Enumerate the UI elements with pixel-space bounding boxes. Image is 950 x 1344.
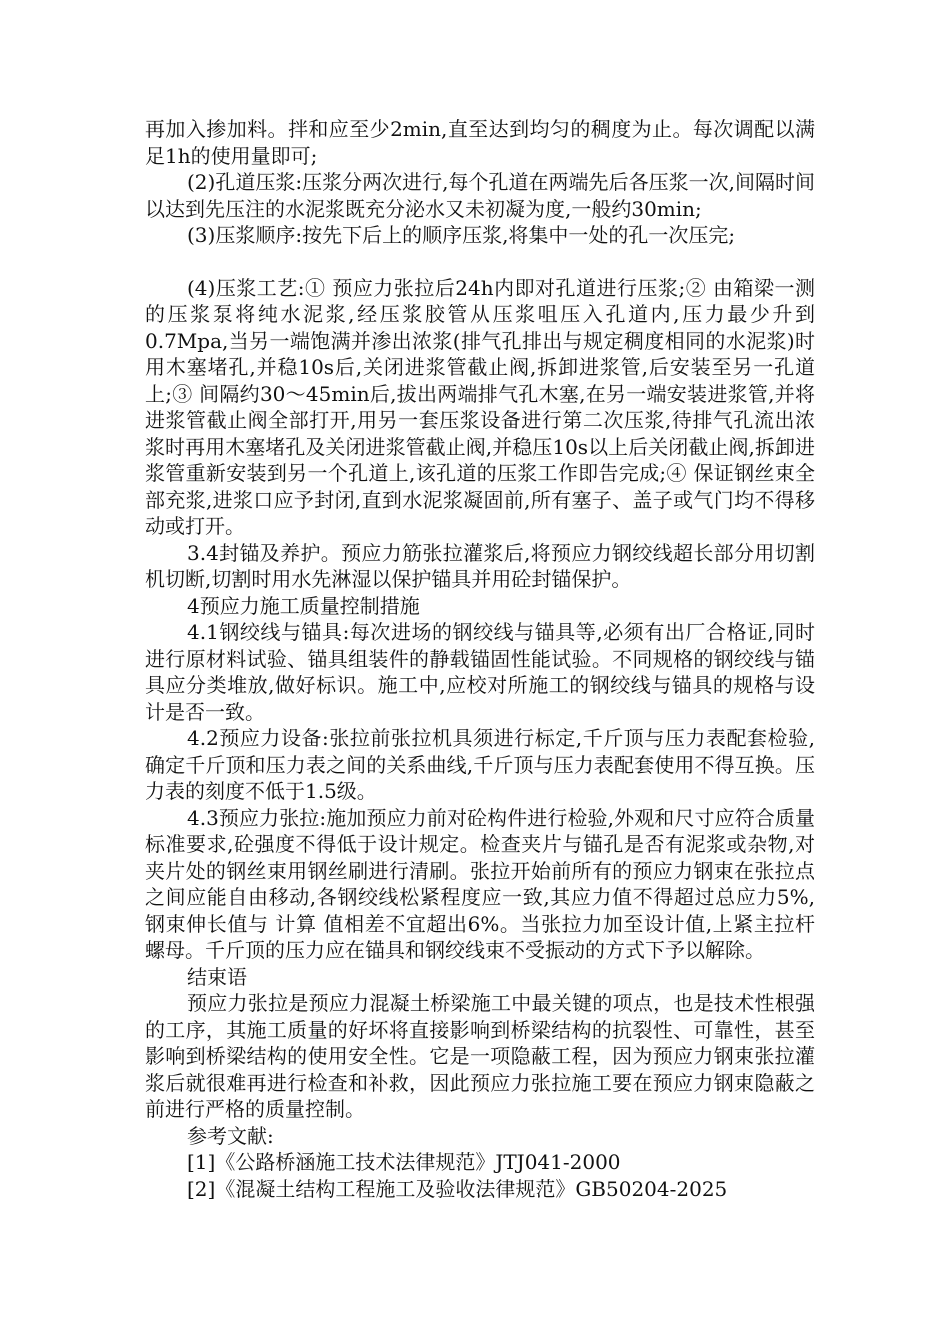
paragraph-grouting-order: (3)压浆顺序:按先下后上的顺序压浆,将集中一处的孔一次压完; bbox=[187, 223, 736, 247]
reference-item-1: [1]《公路桥涵施工技术法律规范》JTJ041-2000 bbox=[187, 1150, 621, 1174]
paragraph-strand-anchor: 4.1钢绞线与锚具:每次进场的钢绞线与锚具等,必须有出厂合格证,同时进行原材料试验、锚具组装件的静载锚固性能试验。不同规格的钢绞线与锚具应分类堆放,做好标识。施工中,应校对所施工的钢绞线与锚具的规格与设计是否一致。 bbox=[145, 620, 815, 724]
paragraph-grouting-process: (4)压浆工艺:① 预应力张拉后24h内即对孔道进行压浆;② 由箱梁一测的压浆泵将纯水泥浆,经压浆胶管从压浆咀压入孔道内,压力最少升到0.7Mpa,当另一端饱满并渗出浓浆(排气孔排出与规定稠度相同的水泥浆)时用木塞堵孔,并稳10s后,关闭进浆管截止阀,拆卸进浆管,后安装至另一孔道上;③ 间隔约30～45min后,拔出两端排气孔木塞,在另一端安装进浆管,并将进浆管截止阀全部打开,用另一套压浆设备进行第二次压浆,待排气孔流出浓浆时再用木塞堵孔及关闭进浆管截止阀,并稳压10s以上后关闭截止阀,拆卸进浆管重新安装到另一个孔道上,该孔道的压浆工作即告完成;④ 保证钢丝束全部充浆,进浆口应予封闭,直到水泥浆凝固前,所有塞子、盖子或气门均不得移动或打开。 bbox=[145, 275, 815, 538]
section-heading-references: 参考文献: bbox=[187, 1123, 274, 1148]
paragraph-anchor-sealing: 3.4封锚及养护。预应力筋张拉灌浆后,将预应力钢绞线超长部分用切割机切断,切割时用水先淋湿以保护锚具并用砼封锚保护。 bbox=[145, 540, 815, 591]
section-heading-conclusion: 结束语 bbox=[187, 964, 247, 989]
paragraph-prestress-equipment: 4.2预应力设备:张拉前张拉机具须进行标定,千斤顶与压力表配套检验,确定千斤顶和压力表之间的关系曲线,千斤顶与压力表配套使用不得互换。压力表的刻度不低于1.5级。 bbox=[145, 726, 815, 803]
section-heading-quality-control: 4预应力施工质量控制措施 bbox=[187, 593, 420, 618]
paragraph-duct-grouting: (2)孔道压浆:压浆分两次进行,每个孔道在两端先后各压浆一次,间隔时间以达到先压注的水泥浆既充分泌水又未初凝为度,一般约30min; bbox=[145, 170, 815, 221]
paragraph-admixture: 再加入掺加料。拌和应至少2min,直至达到均匀的稠度为止。每次调配以满足1h的使用量即可; bbox=[145, 117, 815, 168]
paragraph-conclusion: 预应力张拉是预应力混凝土桥梁施工中最关键的项点，也是技术性根强的工序，其施工质量的好坏将直接影响到桥梁结构的抗裂性、可靠性，甚至影响到桥梁结构的使用安全性。它是一项隐蔽工程，因为预应力钢束张拉灌浆后就很难再进行检查和补救，因此预应力张拉施工要在预应力钢束隐蔽之前进行严格的质量控制。 bbox=[145, 991, 815, 1121]
reference-item-2: [2]《混凝土结构工程施工及验收法律规范》GB50204-2025 bbox=[187, 1176, 728, 1201]
paragraph-prestress-tension: 4.3预应力张拉:施加预应力前对砼构件进行检验,外观和尺寸应符合质量标准要求,砼强度不得低于设计规定。检查夹片与锚孔是否有泥浆或杂物,对夹片处的钢丝束用钢丝刷进行清刷。张拉开始前所有的预应力钢束在张拉点之间应能自由移动,各钢绞线松紧程度应一致,其应力值不得超过总应力5%,钢束伸长值与 计算 值相差不宜超出6%。当张拉力加至设计值,上紧主拉杆螺母。千斤顶的压力应在锚具和钢绞线束不受振动的方式下予以解除。 bbox=[145, 805, 815, 962]
document-page bbox=[145, 116, 815, 1202]
